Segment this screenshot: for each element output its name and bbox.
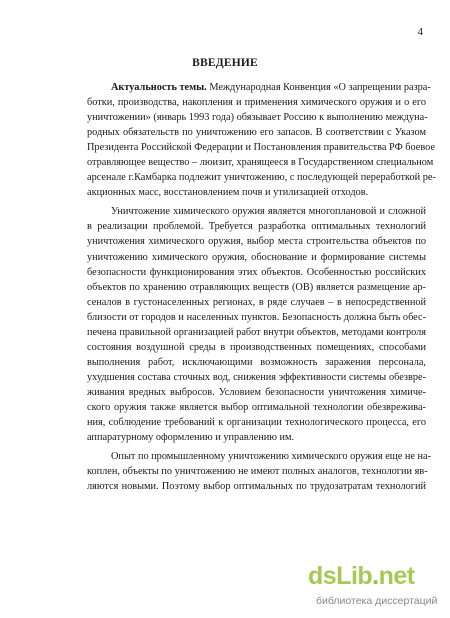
paragraph-line: в реализации проблемой. Требуется разработка оптимальных технологий [87, 221, 426, 233]
paragraph-line: живания вредных выбросов. Условием безопасности уничтожения химиче- [87, 386, 426, 398]
dslib-tagline: библиотека диссертаций [316, 595, 438, 607]
paragraph-line: арсенале г.Камбарка подлежит уничтожению, с последующей переработкой ре- [87, 172, 436, 184]
paragraph-lead: Актуальность темы. [111, 82, 207, 93]
logo-main-text: dsLib [308, 562, 373, 590]
paragraph-line: уничтожении» (январь 1993 года) обязывает Россию к выполнению междуна- [87, 112, 428, 124]
paragraph-line [87, 80, 431, 95]
page-number: 4 [417, 26, 423, 38]
paragraph-line: объектов по хранению отравляющих веществ (ОВ) является размещение ар- [87, 281, 426, 293]
paragraph-line: ухудшения состава сточных вод, снижения эффективности системы обезвре- [87, 371, 426, 383]
paragraph-line: сеналов в густонаселенных регионах, в ряде случаев – в непосредственной [87, 296, 426, 308]
paragraph-line: коплен, объекты по уничтожению не имеют полных аналогов, технологии яв- [87, 466, 428, 478]
paragraph-line: аппаратурному оформлению и управлению им. [87, 432, 295, 444]
paragraph-experience [87, 449, 432, 494]
paragraph-line: ботки, производства, накопления и применения химического оружия и о его [87, 97, 426, 109]
paragraph-line: близости от городов и населенных пунктов. Безопасность должна быть обес- [87, 311, 426, 323]
paragraph-line: выполнения работ, исключающими возможность заражения персонала, [87, 356, 426, 368]
paragraph-line: отравляющее вещество – люизит, хранящееся в Государственном специальном [87, 157, 434, 169]
paragraph-line: родных обязательств по уничтожению его запасов. В соответствии с Указом [87, 127, 426, 139]
logo-dot: . [372, 562, 379, 590]
paragraph-line: ского оружия также является выбор оптимальной технологии обезврежива- [87, 401, 426, 413]
section-heading: ВВЕДЕНИЕ [192, 57, 258, 69]
dslib-logo [308, 562, 415, 591]
paragraph-line: Уничтожение химического оружия является многоплановой и сложной [111, 206, 426, 218]
paragraph-line: состояния воздушной среды в производственных помещениях, способами [87, 341, 426, 353]
paragraph-line: безопасности функционирования этих объектов. Особенностью российских [87, 266, 426, 278]
paragraph-line: акционных масс, восстановлением почв и утилизацией отходов. [87, 187, 369, 199]
logo-tld-text: net [378, 562, 415, 590]
paragraph-problem [87, 204, 426, 445]
paragraph-line: уничтожению химического оружия, обоснование и формирование системы [87, 251, 426, 263]
paragraph-line: уничтожения химического оружия, выбор места строительства объектов по [87, 236, 426, 248]
body-text [87, 80, 436, 498]
dslib-watermark [308, 562, 443, 612]
paragraph-line-text: Международная Конвенция «О запрещении разра- [206, 82, 431, 93]
paragraph-relevance [87, 80, 436, 200]
paragraph-line: ляются новыми. Поэтому выбор оптимальных по трудозатратам технологий [87, 481, 426, 493]
paragraph-line: печена правильной организацией работ внутри объектов, методами контроля [87, 326, 426, 338]
paragraph-line: Президента Российской Федерации и Постановления правительства РФ боевое [87, 142, 436, 154]
paragraph-line: ния, соблюдение требований к организации технологического процесса, его [87, 417, 426, 429]
paragraph-line: Опыт по промышленному уничтожению химического оружия еще не на- [111, 451, 432, 463]
